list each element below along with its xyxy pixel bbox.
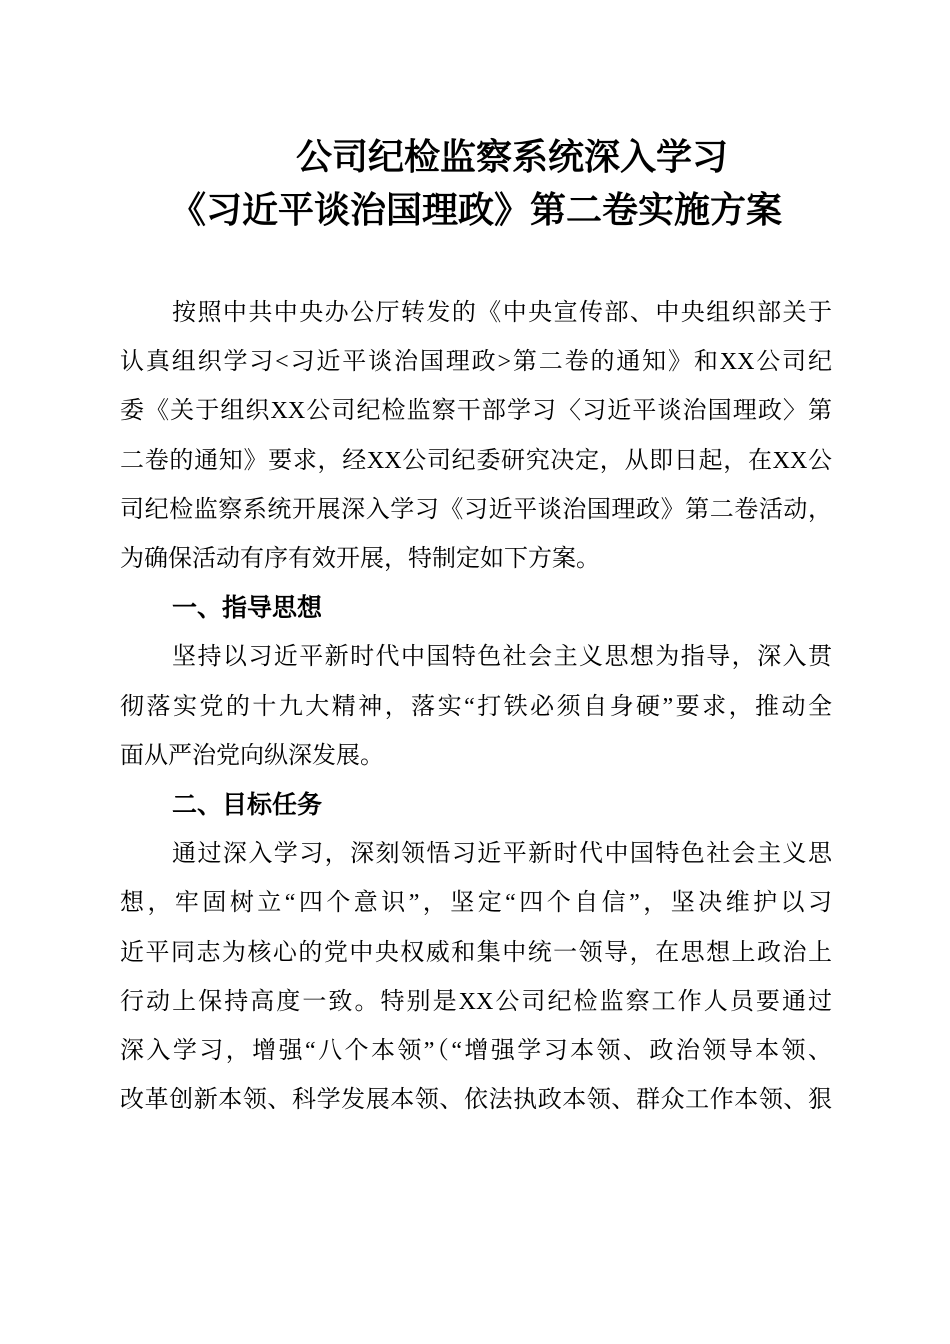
document-title: [120, 131, 832, 237]
paragraph-line: 彻落实党的十九大精神，落实“打铁必须自身硬”要求，推动全: [120, 693, 832, 720]
paragraph-line: 深入学习，增强“八个本领”（“增强学习本领、政治领导本领、: [120, 1038, 832, 1065]
paragraph-line: 想，牢固树立“四个意识”，坚定“四个自信”，坚决维护以习: [120, 890, 832, 917]
document-title-line-1: 公司纪检监察系统深入学习: [295, 137, 728, 177]
paragraph-line: 认真组织学习<习近平谈治国理政>第二卷的通知》和XX公司纪: [120, 349, 832, 376]
paragraph-line: 二卷的通知》要求，经XX公司纪委研究决定，从即日起，在XX公: [120, 447, 832, 474]
paragraph-line: 司纪检监察系统开展深入学习《习近平谈治国理政》第二卷活动，: [120, 496, 832, 523]
section-heading: 二、目标任务: [172, 791, 323, 820]
paragraph-line: 委《关于组织XX公司纪检监察干部学习〈习近平谈治国理政〉第: [120, 398, 832, 425]
paragraph-line: 为确保活动有序有效开展，特制定如下方案。: [120, 546, 600, 573]
paragraph-line: 坚持以习近平新时代中国特色社会主义思想为指导，深入贯: [172, 644, 832, 671]
document-title-line-2: 《习近平谈治国理政》第二卷实施方案: [169, 190, 782, 230]
section-heading: 一、指导思想: [172, 594, 323, 623]
paragraph-line: 面从严治党向纵深发展。: [120, 742, 384, 769]
document-body: [120, 289, 832, 1125]
paragraph-line: 近平同志为核心的党中央权威和集中统一领导，在思想上政治上: [120, 939, 832, 966]
paragraph-line: 按照中共中央办公厅转发的《中央宣传部、中央组织部关于: [172, 300, 832, 326]
paragraph-line: 通过深入学习，深刻领悟习近平新时代中国特色社会主义思: [172, 841, 832, 868]
paragraph-line: 行动上保持高度一致。特别是XX公司纪检监察工作人员要通过: [120, 988, 832, 1015]
paragraph-line: 改革创新本领、科学发展本领、依法执政本领、群众工作本领、狠: [120, 1087, 832, 1114]
